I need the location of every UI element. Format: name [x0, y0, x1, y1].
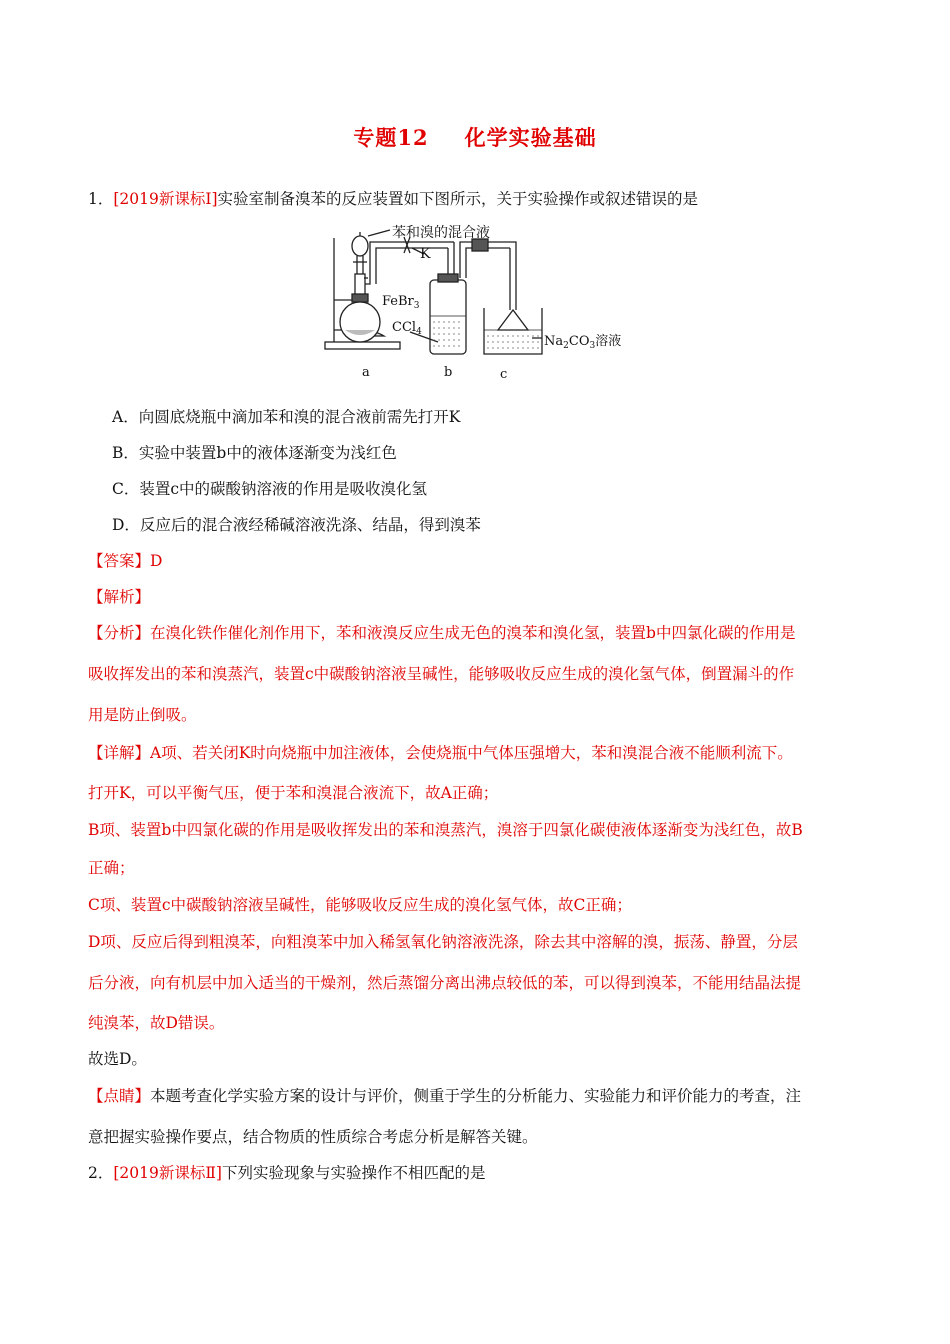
- question-text: 下列实验现象与实验操作不相匹配的是: [221, 1164, 486, 1182]
- detail-line-1: 【详解】A项、若关闭K时向烧瓶中加注液体，会使烧瓶中气体压强增大，苯和溴混合液不能顺利流下。: [88, 744, 793, 762]
- answer-value: D: [150, 552, 163, 570]
- option-d: D．反应后的混合液经稀碱溶液洗涤、结晶，得到溴苯: [112, 516, 481, 534]
- tip-line-1: 【点睛】本题考查化学实验方案的设计与评价，侧重于学生的分析能力、实验能力和评价能力的考查，注: [88, 1087, 802, 1105]
- analysis-line-3: 用是防止倒吸。: [88, 706, 197, 724]
- question-number: 2．: [88, 1164, 114, 1182]
- question-text: 实验室制备溴苯的反应装置如下图所示，关于实验操作或叙述错误的是: [217, 190, 699, 208]
- detail-line-7: 后分液，向有机层中加入适当的干燥剂，然后蒸馏分离出沸点较低的苯，可以得到溴苯，不能用结晶法提: [88, 974, 802, 992]
- question-number: 1．: [88, 190, 114, 208]
- label-febr3: FeBr$_3$: [382, 294, 420, 311]
- fenxi-tag: 【分析】: [88, 624, 151, 642]
- analysis-tag: 【解析】: [88, 588, 151, 606]
- label-k: K: [420, 246, 431, 262]
- detail-line-4: 正确；: [88, 859, 135, 877]
- label-ccl4: CCl$_4$: [392, 320, 422, 337]
- detail-line-8: 纯溴苯，故D错误。: [88, 1014, 225, 1032]
- dianjing-tag: 【点睛】: [88, 1087, 151, 1105]
- option-b: B．实验中装置b中的液体逐渐变为浅红色: [112, 444, 397, 462]
- title-prefix: 专题12: [353, 125, 429, 150]
- detail-line-2: 打开K，可以平衡气压，便于苯和溴混合液流下，故A正确；: [88, 784, 499, 802]
- label-na2co3: $Na_2CO_3$溶液: [544, 334, 622, 351]
- option-c: C．装置c中的碳酸钠溶液的作用是吸收溴化氢: [112, 480, 428, 498]
- label-mixture: 苯和溴的混合液: [392, 225, 490, 241]
- page-title: [0, 122, 950, 152]
- analysis-line-2: 吸收挥发出的苯和溴蒸汽，装置c中碳酸钠溶液呈碱性，能够吸收反应生成的溴化氢气体，倒置漏斗的作: [88, 665, 795, 683]
- analysis-line-1: 【分析】在溴化铁作催化剂作用下，苯和液溴反应生成无色的溴苯和溴化氢，装置b中四氯化碳的作用是: [88, 624, 796, 642]
- title-main: 化学实验基础: [464, 125, 597, 150]
- question-source: [2019新课标Ⅰ]: [113, 190, 218, 208]
- question-source: [2019新课标Ⅱ]: [113, 1164, 222, 1182]
- detail-line-3: B项、装置b中四氯化碳的作用是吸收挥发出的苯和溴蒸汽，溴溶于四氯化碳使液体逐渐变为浅红色，故B: [88, 821, 803, 839]
- caption-a: a: [362, 365, 370, 380]
- tip-line-2: 意把握实验操作要点，结合物质的性质综合考虑分析是解答关键。: [88, 1128, 538, 1146]
- detail-line-6: D项、反应后得到粗溴苯，向粗溴苯中加入稀氢氧化钠溶液洗涤，除去其中溶解的溴，振荡、静置，分层: [88, 933, 798, 951]
- apparatus-figure: [320, 218, 640, 383]
- answer-tag: 【答案】: [88, 552, 151, 570]
- caption-c: c: [500, 367, 508, 382]
- xiangjie-tag: 【详解】: [88, 744, 151, 762]
- question-1-stem: [88, 188, 698, 210]
- conclusion: 故选D。: [88, 1050, 147, 1068]
- caption-b: b: [444, 365, 453, 380]
- answer-line: [88, 550, 162, 572]
- detail-line-5: C项、装置c中碳酸钠溶液呈碱性，能够吸收反应生成的溴化氢气体，故C正确；: [88, 896, 632, 914]
- option-a: A．向圆底烧瓶中滴加苯和溴的混合液前需先打开K: [112, 408, 461, 426]
- question-2-stem: [88, 1162, 485, 1184]
